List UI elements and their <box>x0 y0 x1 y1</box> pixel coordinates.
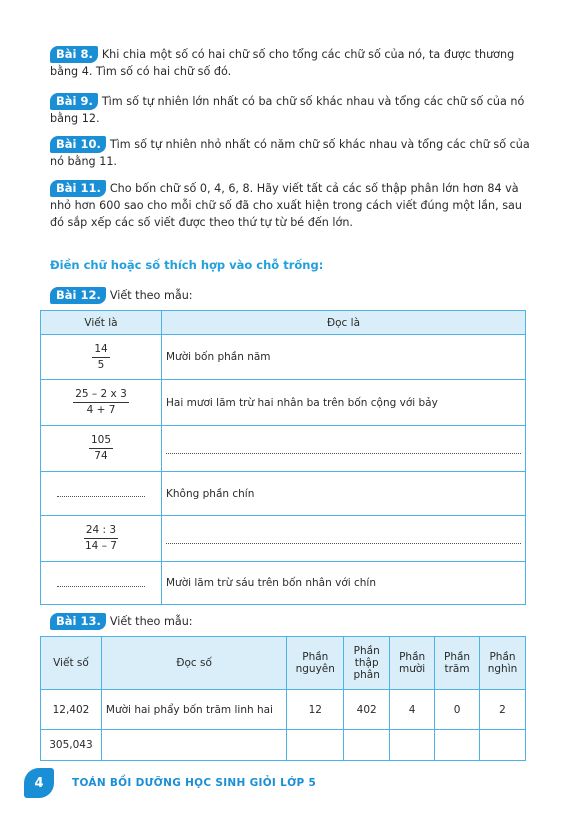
book-title: TOÁN BỒI DƯỠNG HỌC SINH GIỎI LỚP 5 <box>72 777 317 789</box>
fraction <box>92 343 109 372</box>
problem-badge: Bài 10. <box>50 136 106 153</box>
header-phan-nguyen: Phần nguyên <box>287 637 344 690</box>
problem-12 <box>50 287 530 304</box>
denominator: 14 – 7 <box>85 540 117 552</box>
problem-badge: Bài 12. <box>50 287 106 304</box>
denominator: 74 <box>94 450 108 462</box>
table-row <box>41 516 526 562</box>
cell-phan-nghin-blank[interactable] <box>480 730 526 761</box>
problem-10 <box>50 136 530 170</box>
reading-cell: Mười lăm trừ sáu trên bốn nhân với chín <box>162 562 526 605</box>
cell-phan-nghin: 2 <box>480 690 526 730</box>
reading-table <box>40 310 526 605</box>
reading-cell: Hai mươi lăm trừ hai nhân ba trên bốn cộng với bảy <box>162 380 526 426</box>
table-row <box>41 335 526 380</box>
table-row <box>41 730 526 761</box>
fraction <box>89 434 113 463</box>
problem-badge: Bài 11. <box>50 180 106 197</box>
numerator: 105 <box>89 434 113 449</box>
reading-blank-cell[interactable] <box>162 426 526 472</box>
header-viet-so: Viết số <box>41 637 102 690</box>
expression-cell <box>41 426 162 472</box>
expression-blank-cell[interactable] <box>41 472 162 516</box>
cell-viet-so: 305,043 <box>41 730 102 761</box>
header-phan-thap-phan: Phần thập phân <box>344 637 390 690</box>
blank-line[interactable] <box>166 534 521 544</box>
header-viet-la: Viết là <box>41 311 162 335</box>
fraction <box>73 388 129 417</box>
expression-cell <box>41 516 162 562</box>
page-footer <box>24 768 316 798</box>
blank-line[interactable] <box>57 577 145 587</box>
fraction <box>84 524 118 553</box>
problem-badge: Bài 8. <box>50 46 98 63</box>
table-row <box>41 380 526 426</box>
problem-badge: Bài 13. <box>50 613 106 630</box>
cell-phan-muoi: 4 <box>390 690 435 730</box>
cell-phan-muoi-blank[interactable] <box>390 730 435 761</box>
problem-9 <box>50 93 530 127</box>
table-row <box>41 562 526 605</box>
problem-text: Khi chia một số có hai chữ số cho tổng các chữ số của nó, ta được thương bằng 4. Tìm số có hai chữ số đó. <box>50 48 515 78</box>
numerator: 25 – 2 x 3 <box>73 388 129 403</box>
cell-phan-thap-phan-blank[interactable] <box>344 730 390 761</box>
page-number: 4 <box>24 768 54 798</box>
cell-phan-thap-phan: 402 <box>344 690 390 730</box>
table-row <box>41 472 526 516</box>
denominator: 4 + 7 <box>86 404 116 416</box>
cell-viet-so: 12,402 <box>41 690 102 730</box>
header-phan-nghin: Phần nghìn <box>480 637 526 690</box>
table-row <box>41 426 526 472</box>
reading-blank-cell[interactable] <box>162 516 526 562</box>
expression-cell <box>41 335 162 380</box>
problem-text: Tìm số tự nhiên nhỏ nhất có năm chữ số khác nhau và tổng các chữ số của nó bằng 11. <box>50 138 530 168</box>
header-doc-la: Đọc là <box>162 311 526 335</box>
reading-cell: Mười bốn phần năm <box>162 335 526 380</box>
problem-8 <box>50 46 530 80</box>
section-heading: Điền chữ hoặc số thích hợp vào chỗ trống: <box>50 258 324 272</box>
blank-line[interactable] <box>57 487 145 497</box>
numerator: 14 <box>92 343 109 358</box>
reading-cell: Không phần chín <box>162 472 526 516</box>
decimal-table <box>40 636 526 761</box>
problem-text: Cho bốn chữ số 0, 4, 6, 8. Hãy viết tất cả các số thập phân lớn hơn 84 và nhỏ hơn 600 sao cho mỗi chữ số đã cho xuất hiện trong cách viết đúng một lần, sau đó sắp xếp các số viết được theo thứ tự từ bé đến lớn. <box>50 182 522 229</box>
problem-11 <box>50 180 530 231</box>
cell-phan-tram-blank[interactable] <box>435 730 480 761</box>
problem-badge: Bài 9. <box>50 93 98 110</box>
expression-blank-cell[interactable] <box>41 562 162 605</box>
table-header-row <box>41 311 526 335</box>
cell-doc-so-blank[interactable] <box>101 730 286 761</box>
cell-doc-so: Mười hai phẩy bốn trăm linh hai <box>101 690 286 730</box>
cell-phan-nguyen: 12 <box>287 690 344 730</box>
header-phan-tram: Phần trăm <box>435 637 480 690</box>
cell-phan-tram: 0 <box>435 690 480 730</box>
problem-instruction: Viết theo mẫu: <box>109 615 193 628</box>
table-row <box>41 690 526 730</box>
denominator: 5 <box>97 358 105 371</box>
header-phan-muoi: Phần mười <box>390 637 435 690</box>
numerator: 24 : 3 <box>84 524 118 539</box>
header-doc-so: Đọc số <box>101 637 286 690</box>
expression-cell <box>41 380 162 426</box>
problem-text: Tìm số tự nhiên lớn nhất có ba chữ số khác nhau và tổng các chữ số của nó bằng 12. <box>50 95 525 125</box>
cell-phan-nguyen-blank[interactable] <box>287 730 344 761</box>
problem-instruction: Viết theo mẫu: <box>109 289 193 302</box>
table-header-row <box>41 637 526 690</box>
problem-13 <box>50 613 530 630</box>
blank-line[interactable] <box>166 444 521 454</box>
